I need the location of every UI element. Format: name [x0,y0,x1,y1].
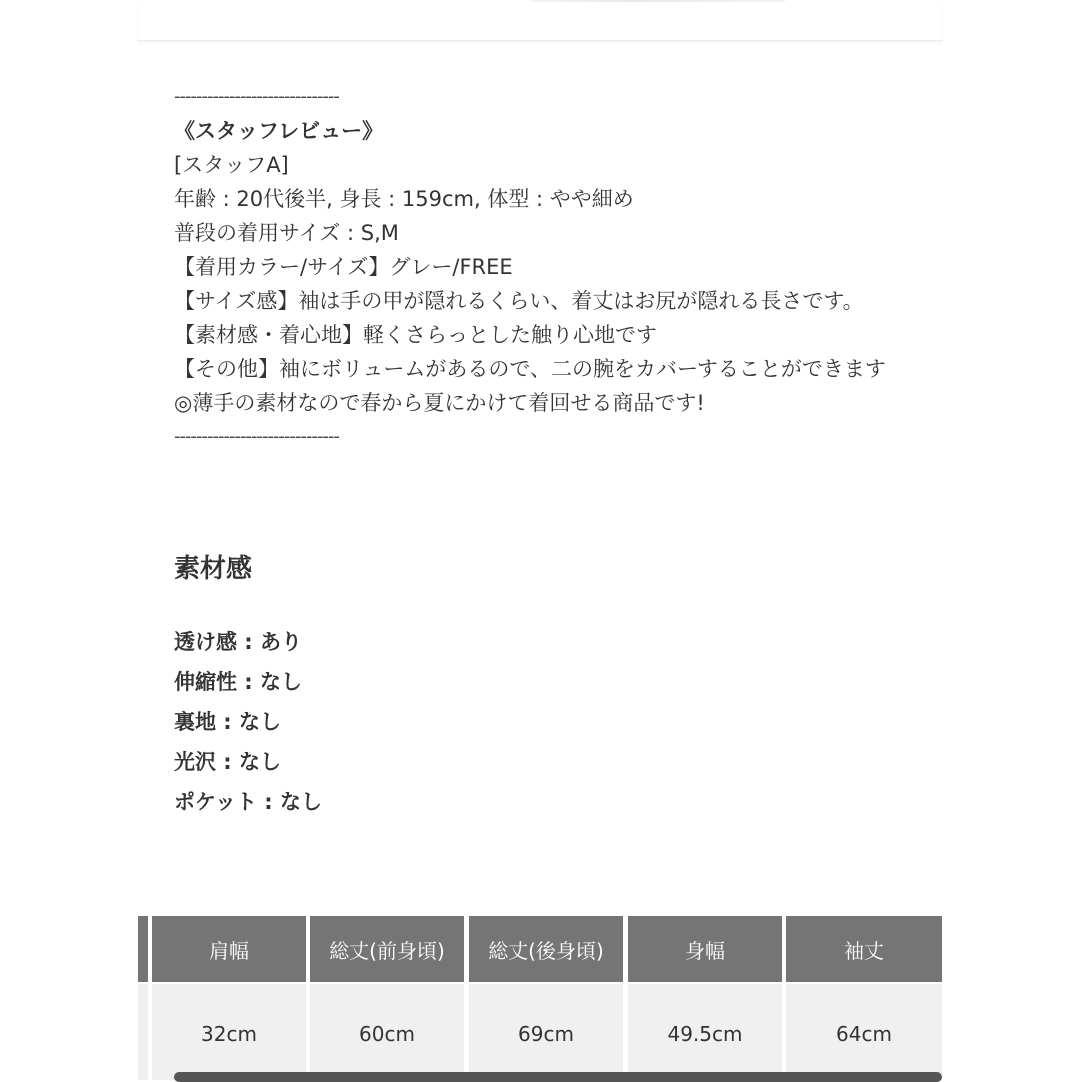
staff-profile: 年齢 : 20代後半, 身長 : 159cm, 体型 : やや細め [174,187,634,211]
previous-image-edge [138,0,942,41]
size-feel: 【サイズ感】袖は手の甲が隠れるくらい、着丈はお尻が隠れる長さです。 [174,289,864,313]
header-sleeve-length: 袖丈 [786,916,942,982]
size-table-header-row [138,916,942,982]
other-comment: 【その他】袖にボリュームがあるので、二の腕をカバーすることができます◎薄手の素材なので春から夏にかけて着回せる商品です! [174,357,886,415]
review-heading: 《スタッフレビュー》 [174,119,384,143]
property-transparency: 透け感 : あり [174,630,303,654]
value-body-width: 49.5cm [628,984,782,1080]
value-length-front: 60cm [310,984,464,1080]
previous-image-fragment [528,0,788,2]
material-properties [174,622,322,822]
property-stretch: 伸縮性 : なし [174,670,303,694]
separator-top: ------------------------------ [174,86,339,107]
separator-bottom: ------------------------------ [174,426,339,447]
material-feel: 【素材感・着心地】軽くさらっとした触り心地です [174,323,657,347]
usual-size: 普段の着用サイズ : S,M [174,221,399,245]
header-body-width: 身幅 [628,916,782,982]
size-table-header-stub [138,916,148,982]
property-gloss: 光沢 : なし [174,750,282,774]
staff-review [174,80,914,454]
size-table-value-stub [138,984,148,1080]
size-table-value-row [138,984,942,1080]
size-table [138,912,942,1080]
horizontal-scrollbar[interactable] [174,1072,942,1082]
value-sleeve-length: 64cm [786,984,942,1080]
material-section-title: 素材感 [174,554,253,584]
header-length-back: 総丈(後身頃) [469,916,623,982]
property-lining: 裏地 : なし [174,710,282,734]
worn-color-size: 【着用カラー/サイズ】グレー/FREE [174,255,513,279]
staff-label: [スタッフA] [174,153,289,177]
value-length-back: 69cm [469,984,623,1080]
value-shoulder-width: 32cm [152,984,306,1080]
header-length-front: 総丈(前身頃) [310,916,464,982]
header-shoulder-width: 肩幅 [152,916,306,982]
property-pocket: ポケット : なし [174,790,322,814]
